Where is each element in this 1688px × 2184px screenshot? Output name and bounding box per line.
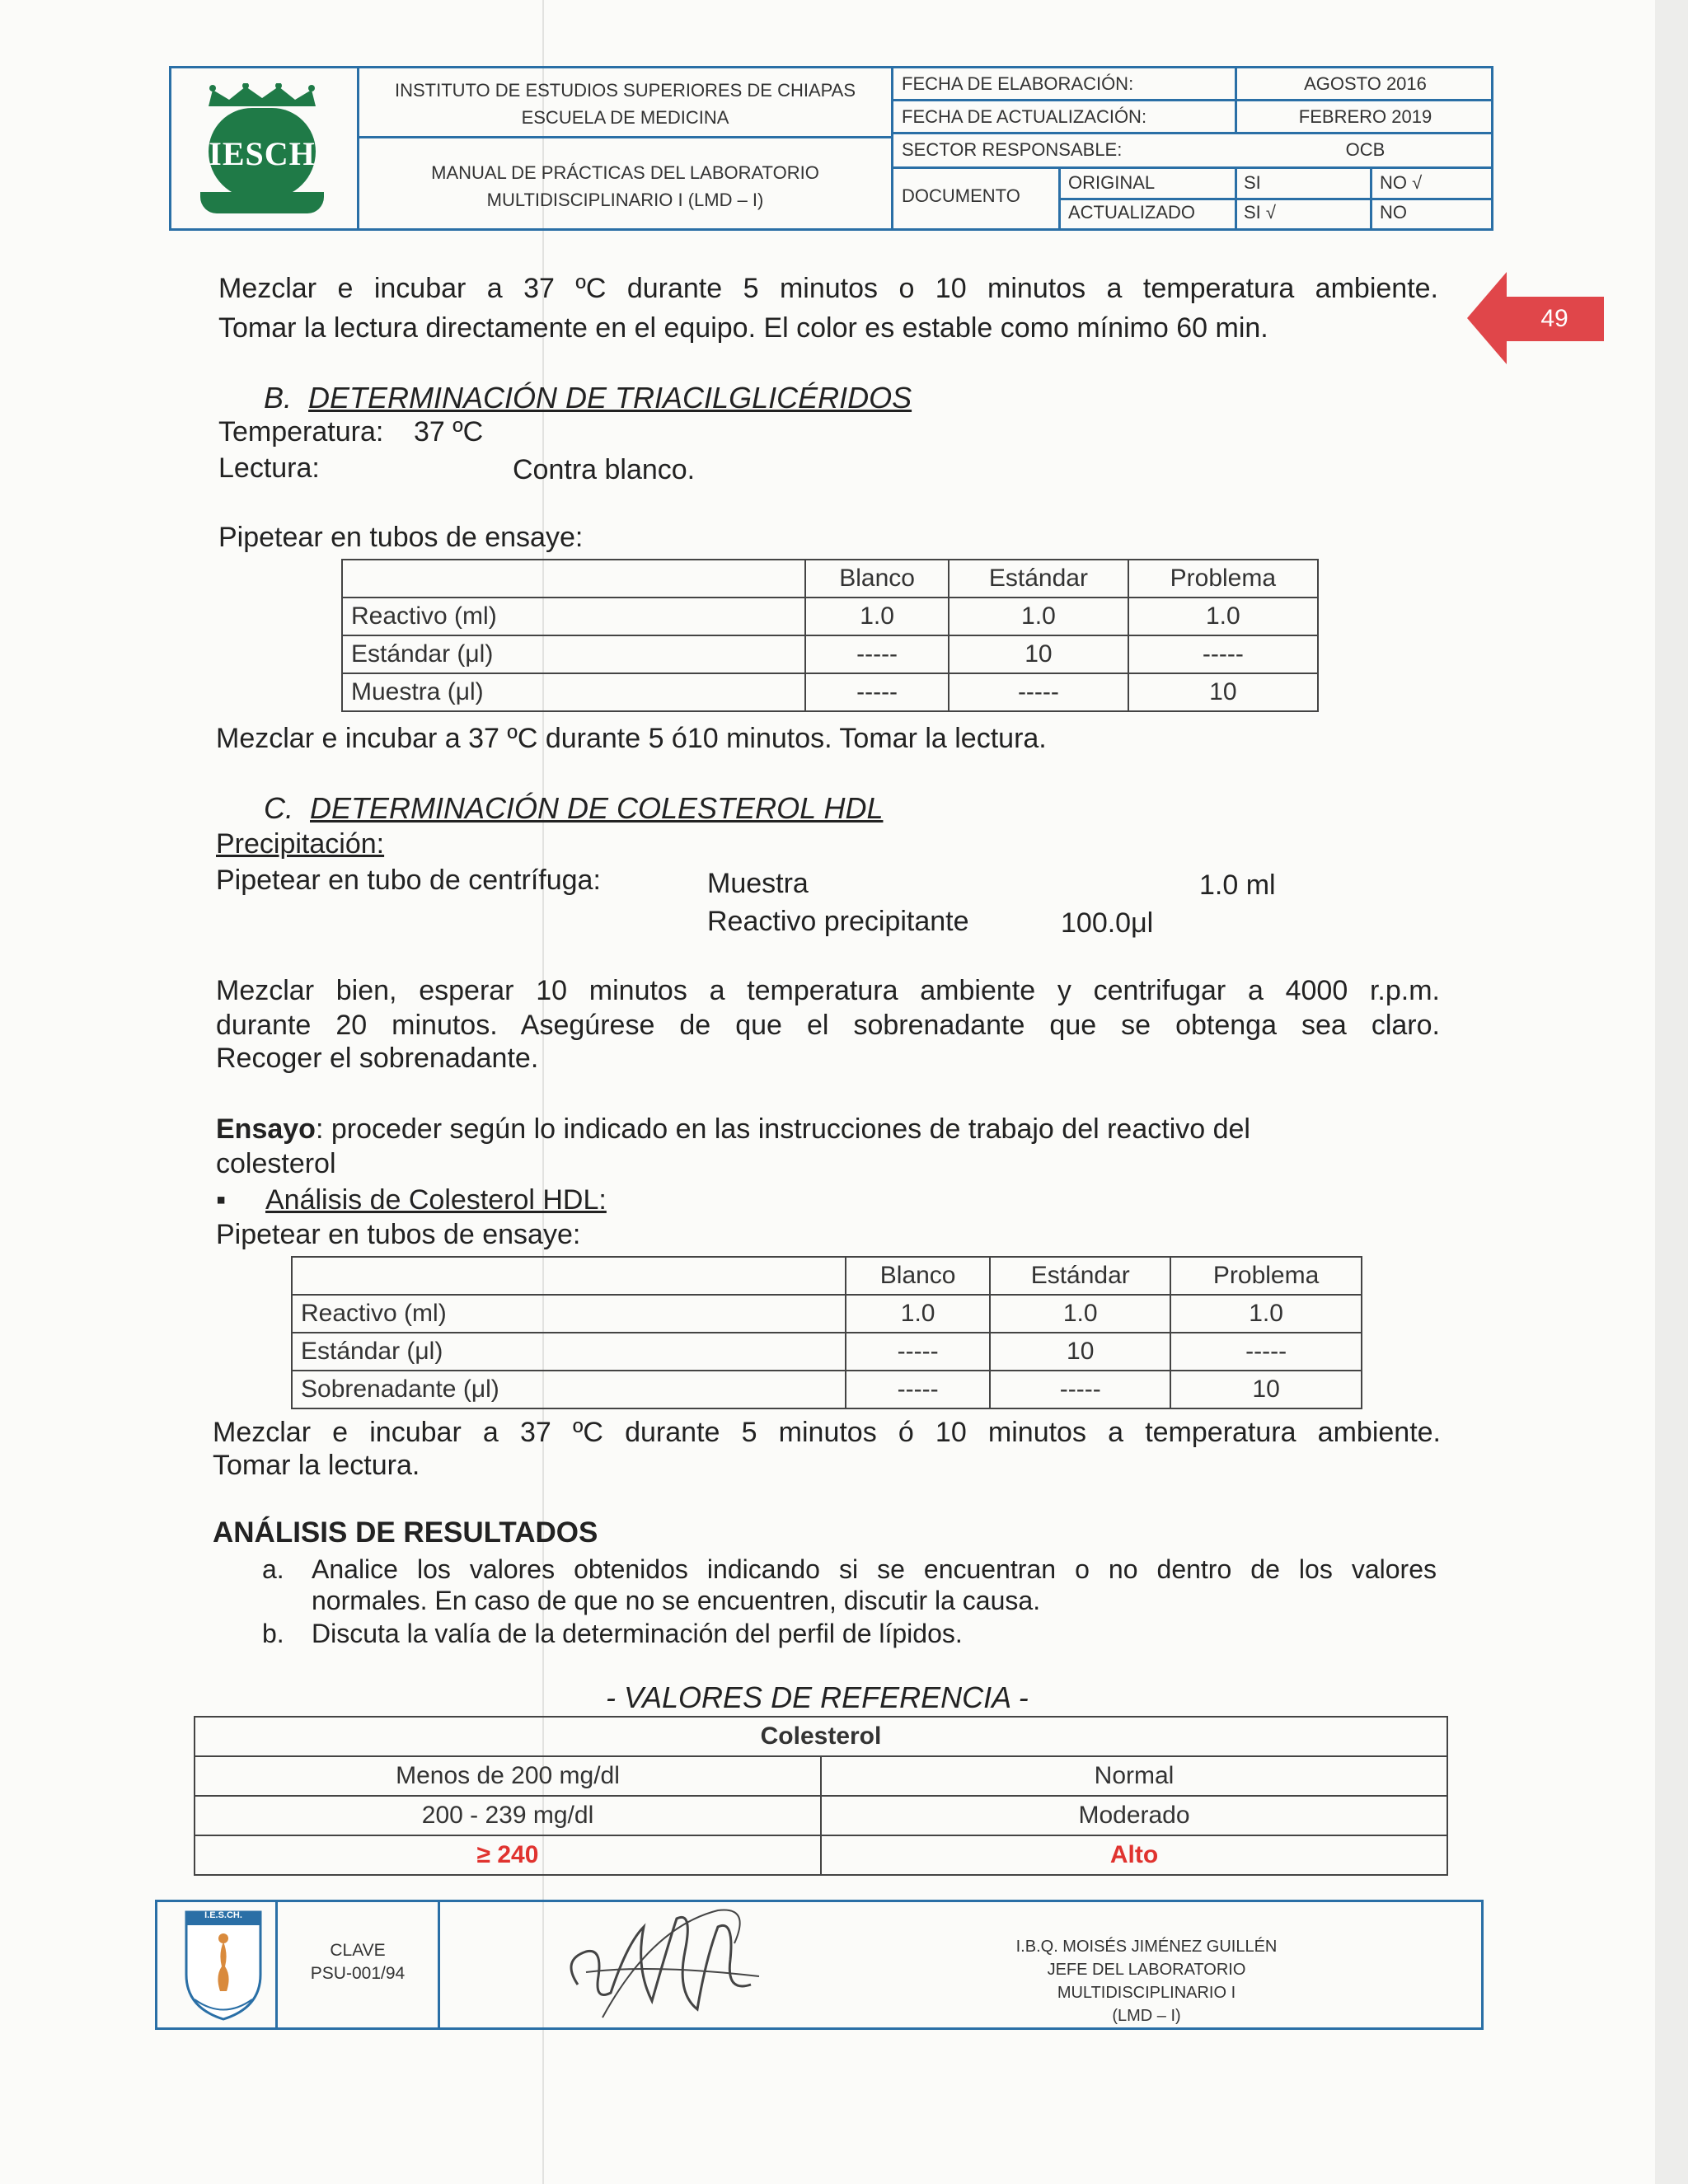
item-a-line-2: normales. En caso de que no se encuentren, discutir la causa.: [312, 1586, 1041, 1615]
table-header-cell: Blanco: [805, 560, 949, 598]
document-header: [169, 66, 1493, 231]
table-header-row: [292, 1257, 1362, 1295]
table-cell: Moderado: [821, 1796, 1447, 1835]
table-cell: Menos de 200 mg/dl: [195, 1756, 821, 1796]
actualizado-no: NO: [1380, 202, 1407, 223]
table-header-row: [342, 560, 1318, 598]
original-no: NO √: [1380, 172, 1423, 193]
table-row: [195, 1756, 1447, 1796]
table-cell: Estándar (μl): [292, 1333, 846, 1371]
table-cell: 1.0: [1128, 598, 1318, 635]
mezclar-line-3: Recoger el sobrenadante.: [216, 1043, 539, 1074]
sector-value: OCB: [1345, 139, 1386, 160]
table-cell-alert: ≥ 240: [195, 1835, 821, 1875]
actualizado-label: ACTUALIZADO: [1068, 202, 1196, 223]
table-row: [342, 598, 1318, 635]
ensayo-line-1: [216, 1113, 1440, 1146]
table-cell: Muestra (μl): [342, 673, 805, 711]
mezclar-line-2: durante 20 minutos. Asegúrese de que el sobrenadante que se obtenga sea claro.: [216, 1010, 1440, 1041]
section-c-after-1: Mezclar e incubar a 37 ºC durante 5 minutos ó 10 minutos a temperatura ambiente.: [213, 1417, 1441, 1448]
section-c-after-2: Tomar la lectura.: [213, 1450, 420, 1481]
pipetear-b: Pipetear en tubos de ensaye:: [218, 522, 584, 553]
precipitacion-heading: Precipitación:: [216, 828, 385, 860]
section-b-title: DETERMINACIÓN DE TRIACILGLICÉRIDOS: [308, 381, 912, 415]
crown-icon: [204, 83, 320, 108]
section-c-heading: [264, 791, 883, 826]
col-sep: [1235, 68, 1237, 101]
institution-cell: [359, 68, 891, 138]
shield-text: I.E.S.CH.: [204, 1910, 242, 1920]
page-edge-shadow: [1655, 0, 1688, 2184]
lectura-label: Lectura:: [218, 452, 320, 484]
original-si: SI: [1244, 172, 1261, 193]
col-sep: [1370, 169, 1372, 228]
item-b-line-1: Discuta la valía de la determinación del perfil de lípidos.: [312, 1619, 963, 1648]
manual-cell: [359, 141, 891, 228]
table-row: [292, 1295, 1362, 1333]
table-header-cell: Estándar: [949, 560, 1128, 598]
table-row: [195, 1796, 1447, 1835]
analisis-hdl-heading: Análisis de Colesterol HDL:: [265, 1184, 607, 1216]
table-row: [292, 1333, 1362, 1371]
clave-value: PSU-001/94: [310, 1964, 406, 1983]
referencia-title: - VALORES DE REFERENCIA -: [606, 1680, 1029, 1714]
signer-unit: (LMD – I): [1112, 2007, 1181, 2025]
school-name: ESCUELA DE MEDICINA: [521, 107, 729, 128]
table-cell: 10: [1170, 1371, 1362, 1408]
row-sector: [893, 134, 1491, 169]
table-row: [342, 673, 1318, 711]
reactivo-precipitante-value: 100.0μl: [1061, 907, 1154, 939]
section-b-heading: [264, 381, 912, 415]
temperatura-label: Temperatura:: [218, 416, 384, 448]
table-header-cell: Colesterol: [195, 1717, 1447, 1756]
institution-name: INSTITUTO DE ESTUDIOS SUPERIORES DE CHIAPAS: [394, 80, 856, 101]
signer-title: JEFE DEL LABORATORIO MULTIDISCIPLINARIO I: [1047, 1961, 1246, 2002]
document-footer: [155, 1900, 1484, 2030]
row-fecha-actualizacion: [893, 101, 1491, 134]
ensayo-label: Ensayo: [216, 1113, 316, 1145]
table-cell: Normal: [821, 1756, 1447, 1796]
manual-title-2: MULTIDISCIPLINARIO I (LMD – I): [486, 190, 764, 210]
ensayo-text: : proceder según lo indicado en las instrucciones de trabajo del reactivo del: [315, 1113, 1250, 1145]
reactivo-precipitante-label: Reactivo precipitante: [707, 906, 969, 937]
clave-cell: [278, 1939, 438, 1985]
fecha-actualizacion-label: FECHA DE ACTUALIZACIÓN:: [902, 106, 1147, 127]
analisis-resultados-title: ANÁLISIS DE RESULTADOS: [213, 1516, 598, 1549]
table-cell: -----: [846, 1371, 990, 1408]
table-cell: -----: [949, 673, 1128, 711]
row-sep: [1061, 198, 1491, 200]
fecha-elaboracion-value: AGOSTO 2016: [1304, 73, 1427, 94]
mezclar-line-1: Mezclar bien, esperar 10 minutos a temperatura ambiente y centrifugar a 4000 r.p.m.: [216, 975, 1440, 1006]
table-cell: -----: [846, 1333, 990, 1371]
table-cell: 10: [990, 1333, 1170, 1371]
table-colesterol-hdl: [291, 1256, 1362, 1409]
muestra-label: Muestra: [707, 868, 809, 899]
header-info-grid: [893, 68, 1491, 228]
table-cell: Reactivo (ml): [292, 1295, 846, 1333]
intro-line-2: Tomar la lectura directamente en el equipo. El color es estable como mínimo 60 min.: [218, 312, 1268, 344]
temperatura-value: 37 ºC: [414, 416, 484, 448]
table-cell: 1.0: [805, 598, 949, 635]
table-cell: 1.0: [846, 1295, 990, 1333]
table-header-cell: Problema: [1170, 1257, 1362, 1295]
signature-icon: [553, 1894, 767, 2036]
manual-title-1: MANUAL DE PRÁCTICAS DEL LABORATORIO: [431, 162, 819, 183]
table-cell: 1.0: [949, 598, 1128, 635]
pipetear-centrifuga: Pipetear en tubo de centrífuga:: [216, 865, 601, 896]
ensayo-line-2: colesterol: [216, 1148, 336, 1179]
section-b-letter: B.: [264, 381, 293, 415]
table-row: [342, 635, 1318, 673]
logo-base: [200, 192, 324, 213]
table-cell: Sobrenadante (μl): [292, 1371, 846, 1408]
table-cell: -----: [805, 673, 949, 711]
table-cell: Estándar (μl): [342, 635, 805, 673]
table-cell: Reactivo (ml): [342, 598, 805, 635]
muestra-value: 1.0 ml: [1199, 869, 1276, 901]
col-sep: [1235, 101, 1237, 134]
table-row: [195, 1835, 1447, 1875]
bullet-icon: ▪: [216, 1184, 227, 1216]
table-header-cell: [292, 1257, 846, 1295]
sector-label: SECTOR RESPONSABLE:: [902, 139, 1123, 160]
signer-block: [982, 1935, 1311, 2027]
documento-label: DOCUMENTO: [902, 185, 1020, 206]
shield-logo-icon: [182, 1909, 265, 2022]
table-cell: 1.0: [990, 1295, 1170, 1333]
page-tab-arrow: [1467, 272, 1507, 364]
table-cell: -----: [1128, 635, 1318, 673]
footer-divider: [438, 1902, 440, 2027]
table-cell: 200 - 239 mg/dl: [195, 1796, 821, 1835]
section-c-title: DETERMINACIÓN DE COLESTEROL HDL: [310, 791, 884, 825]
table-cell: 10: [1128, 673, 1318, 711]
table-header-cell: Problema: [1128, 560, 1318, 598]
table-row: [292, 1371, 1362, 1408]
row-fecha-elaboracion: [893, 68, 1491, 101]
table-cell: -----: [805, 635, 949, 673]
item-a-marker: a.: [262, 1554, 284, 1584]
fecha-actualizacion-value: FEBRERO 2019: [1298, 106, 1432, 127]
clave-label: CLAVE: [330, 1941, 386, 1960]
table-cell: 1.0: [1170, 1295, 1362, 1333]
lectura-value: Contra blanco.: [513, 454, 696, 485]
intro-line-1: Mezclar e incubar a 37 ºC durante 5 minutos o 10 minutos a temperatura ambiente.: [218, 273, 1438, 304]
logo-cell: [171, 68, 359, 228]
section-b-after: Mezclar e incubar a 37 ºC durante 5 ó10 minutos. Tomar la lectura.: [216, 723, 1047, 754]
original-label: ORIGINAL: [1068, 172, 1156, 193]
fecha-elaboracion-label: FECHA DE ELABORACIÓN:: [902, 73, 1134, 94]
signer-name: I.B.Q. MOISÉS JIMÉNEZ GUILLÉN: [1015, 1938, 1278, 1956]
col-sep: [1235, 169, 1237, 228]
item-b-marker: b.: [262, 1619, 284, 1648]
logo-text: IESCH: [209, 135, 316, 172]
table-triacilgliceridos: [341, 559, 1319, 712]
row-documento: [893, 169, 1491, 228]
table-header-row: [195, 1717, 1447, 1756]
actualizado-si: SI √: [1244, 202, 1276, 223]
pipetear-c: Pipetear en tubos de ensaye:: [216, 1219, 581, 1250]
page-number: 49: [1505, 297, 1604, 341]
table-header-cell: Estándar: [990, 1257, 1170, 1295]
item-a-line-1: Analice los valores obtenidos indicando si se encuentran o no dentro de los valores: [312, 1554, 1437, 1584]
table-cell: -----: [990, 1371, 1170, 1408]
section-c-letter: C.: [264, 791, 293, 825]
table-header-cell: [342, 560, 805, 598]
table-cell-alert: Alto: [821, 1835, 1447, 1875]
table-cell: -----: [1170, 1333, 1362, 1371]
table-valores-referencia: [194, 1716, 1448, 1876]
table-header-cell: Blanco: [846, 1257, 990, 1295]
table-cell: 10: [949, 635, 1128, 673]
